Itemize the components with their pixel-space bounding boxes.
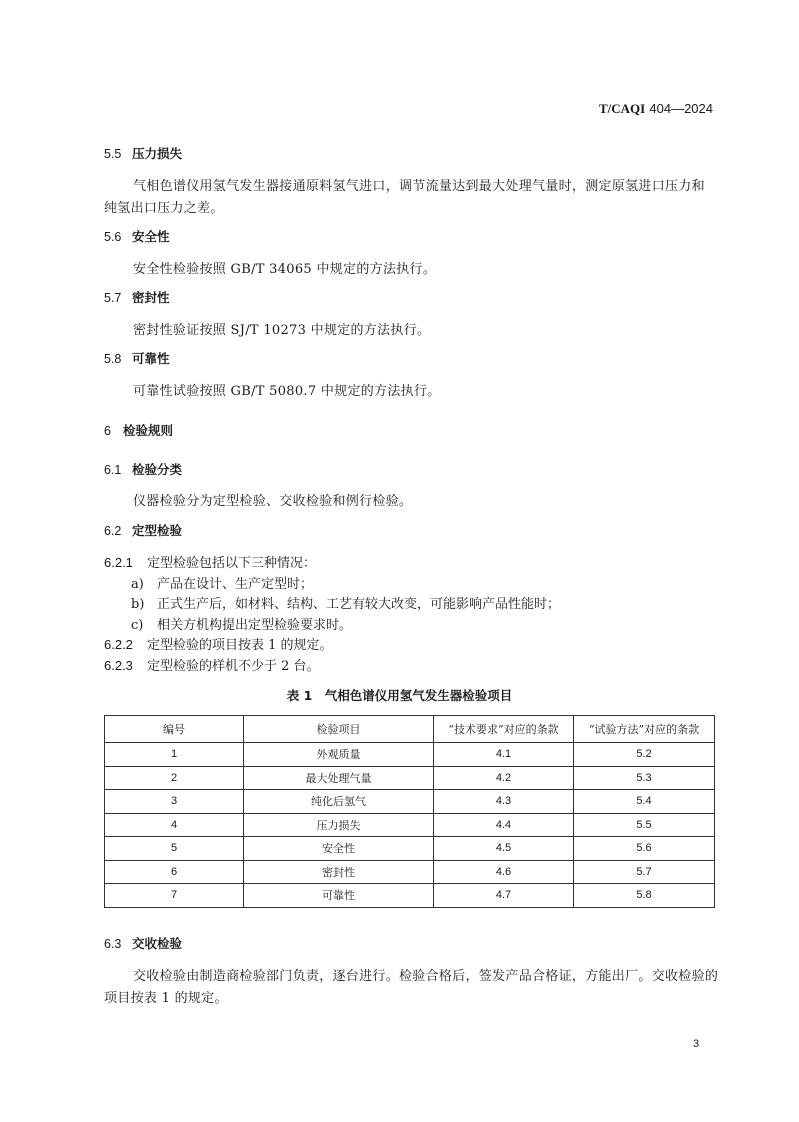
section-5-8-text: 可靠性试验按照 GB/T 5080.7 中规定的方法执行。 [133, 384, 441, 399]
section-6-1-heading: 6.1 检验分类 [104, 462, 183, 477]
chapter-6-heading: 6 检验规则 [104, 423, 174, 438]
section-5-6-heading: 5.6 安全性 [104, 229, 170, 244]
table-caption: 表 1 气相色谱仪用氢气发生器检验项目 [286, 688, 513, 703]
section-6-3-text-line1: 交收检验由制造商检验部门负责，逐台进行。检验合格后，签发产品合格证，方能出厂。交收检验的 [133, 969, 719, 984]
section-5-6-text: 安全性检验按照 GB/T 34065 中规定的方法执行。 [133, 262, 437, 277]
list-item-a: a) 产品在设计、生产定型时； [131, 577, 314, 592]
section-5-7-heading: 5.7 密封性 [104, 290, 170, 305]
table-row: 7 可靠性 4.7 5.8 [105, 884, 715, 908]
table-row: 6 密封性 4.6 5.7 [105, 860, 715, 884]
header-item: 检验项目 [244, 716, 434, 743]
list-item-b: b) 正式生产后，如材料、结构、工艺有较大改变，可能影响产品性能时； [131, 597, 561, 612]
section-5-8-heading: 5.8 可靠性 [104, 351, 170, 366]
table-header-row [105, 716, 715, 743]
section-5-5-text-line1: 气相色谱仪用氢气发生器接通原料氢气进口，调节流量达到最大处理气量时，测定原氢进口压力和 [133, 179, 705, 194]
table-row: 1 外观质量 4.1 5.2 [105, 743, 715, 767]
section-6-2-heading: 6.2 定型检验 [104, 523, 183, 538]
section-5-5-text-line2: 纯氢出口压力之差。 [104, 201, 224, 216]
section-5-7-text: 密封性验证按照 SJ/T 10273 中规定的方法执行。 [133, 323, 431, 338]
section-6-3-text-line2: 项目按表 1 的规定。 [104, 991, 228, 1006]
clause-6-2-3: 6.2.3 定型检验的样机不少于 2 台。 [104, 658, 320, 674]
section-6-3-heading: 6.3 交收检验 [104, 936, 183, 951]
table-row: 5 安全性 4.5 5.6 [105, 837, 715, 861]
header-number: 编号 [105, 716, 244, 743]
page-number: 3 [693, 1038, 700, 1050]
inspection-items-table [104, 715, 715, 908]
list-item-c: c) 相关方机构提出定型检验要求时。 [131, 618, 353, 633]
standard-code: T/CAQI [599, 101, 646, 116]
header-tech-req: “技术要求”对应的条款 [434, 716, 574, 743]
table-row: 3 纯化后氢气 4.3 5.4 [105, 790, 715, 814]
section-6-1-text: 仪器检验分为定型检验、交收检验和例行检验。 [133, 494, 413, 509]
header-test-method: “试验方法”对应的条款 [574, 716, 715, 743]
section-5-5-heading: 5.5 压力损失 [104, 146, 183, 161]
table-row: 2 最大处理气量 4.2 5.3 [105, 766, 715, 790]
page-header [0, 101, 713, 117]
clause-6-2-2: 6.2.2 定型检验的项目按表 1 的规定。 [104, 637, 333, 653]
clause-6-2-1: 6.2.1 定型检验包括以下三种情况： [104, 555, 317, 571]
standard-number: 404—2024 [649, 101, 713, 116]
table-row: 4 压力损失 4.4 5.5 [105, 813, 715, 837]
